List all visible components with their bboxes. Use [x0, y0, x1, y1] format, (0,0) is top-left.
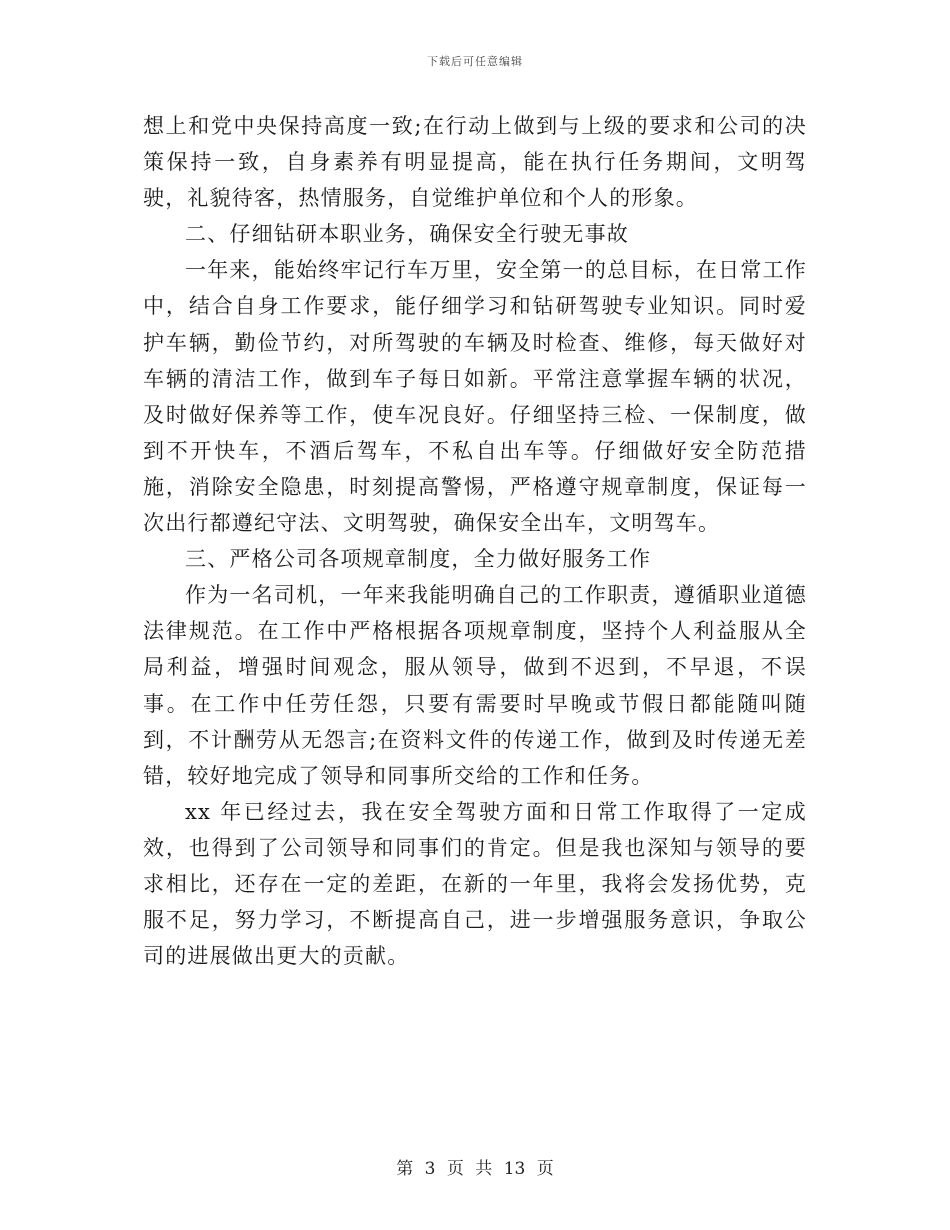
- section-heading-3: 三、严格公司各项规章制度，全力做好服务工作: [185, 547, 652, 572]
- section-heading-2: 二、仔细钻研本职业务，确保安全行驶无事故: [185, 222, 629, 247]
- paragraph-conclusion: xx 年已经过去，我在安全驾驶方面和日常工作取得了一定成效，也得到了公司领导和同事们的肯定。但是我也深知与领导的要求相比，还存在一定的差距，在新的一年里，我将会发扬优势，克服不足，努力学习，不断提高自己，进一步增强服务意识，争取公司的进展做出更大的贡献。: [143, 799, 807, 969]
- paragraph-safety: 一年来，能始终牢记行车万里，安全第一的总目标，在日常工作中，结合自身工作要求，能仔细学习和钻研驾驶专业知识。同时爱护车辆，勤俭节约，对所驾驶的车辆及时检查、维修，每天做好对车辆的清洁工作，做到车子每日如新。平常注意掌握车辆的状况，及时做好保养等工作，使车况良好。仔细坚持三检、一保制度，做到不开快车，不酒后驾车，不私自出车等。仔细做好安全防范措施，消除安全隐患，时刻提高警惕，严格遵守规章制度，保证每一次出行都遵纪守法、文明驾驶，确保安全出车，文明驾车。: [143, 258, 807, 536]
- page-number-footer: 第 3 页 共 13 页: [396, 1159, 554, 1179]
- paragraph-service: 作为一名司机，一年来我能明确自己的工作职责，遵循职业道德法律规范。在工作中严格根据各项规章制度，坚持个人利益服从全局利益，增强时间观念，服从领导，做到不迟到，不早退，不误事。在工作中任劳任怨，只要有需要时早晚或节假日都能随叫随到，不计酬劳从无怨言;在资料文件的传递工作，做到及时传递无差错，较好地完成了领导和同事所交给的工作和任务。: [143, 583, 807, 788]
- page-header: 下载后可任意编辑: [427, 55, 523, 68]
- document-body: [143, 108, 807, 974]
- paragraph-continued: 想上和党中央保持高度一致;在行动上做到与上级的要求和公司的决策保持一致，自身素养有明显提高，能在执行任务期间，文明驾驶，礼貌待客，热情服务，自觉维护单位和个人的形象。: [143, 114, 807, 211]
